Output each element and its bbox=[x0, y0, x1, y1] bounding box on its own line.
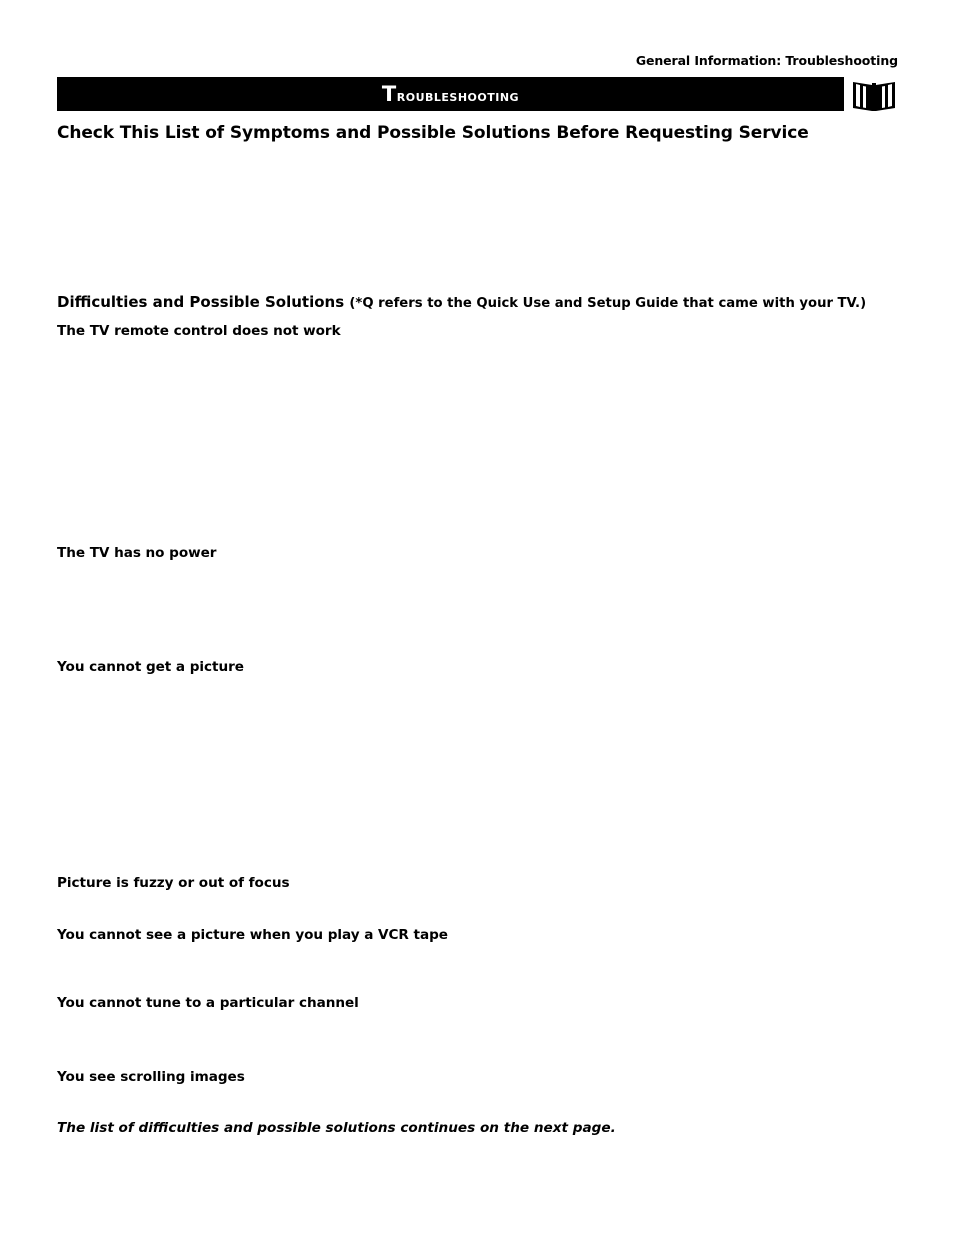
difficulties-label: Difficulties and Possible Solutions bbox=[57, 293, 345, 311]
difficulties-note: (*Q refers to the Quick Use and Setup Guide that came with your TV.) bbox=[349, 296, 867, 311]
symptom-remote-not-working: The TV remote control does not work bbox=[57, 323, 341, 339]
breadcrumb: General Information: Troubleshooting bbox=[635, 53, 898, 68]
page-title-bar bbox=[57, 77, 844, 111]
page-title-initial: T bbox=[381, 82, 397, 106]
symptom-fuzzy-picture: Picture is fuzzy or out of focus bbox=[57, 875, 290, 891]
symptom-cannot-tune: You cannot tune to a particular channel bbox=[57, 995, 359, 1011]
symptom-no-power: The TV has no power bbox=[57, 545, 217, 561]
symptom-vcr-no-picture: You cannot see a picture when you play a VCR tape bbox=[57, 927, 448, 943]
symptom-scrolling-images: You see scrolling images bbox=[57, 1069, 245, 1085]
section-heading: Check This List of Symptoms and Possible Solutions Before Requesting Service bbox=[57, 123, 809, 143]
symptom-no-picture: You cannot get a picture bbox=[57, 659, 244, 675]
page-title-rest: roubleshooting bbox=[396, 86, 520, 105]
page-title bbox=[382, 82, 519, 106]
difficulties-heading bbox=[57, 293, 866, 311]
book-icon bbox=[851, 78, 897, 112]
continuation-note: The list of difficulties and possible solutions continues on the next page. bbox=[57, 1120, 616, 1136]
